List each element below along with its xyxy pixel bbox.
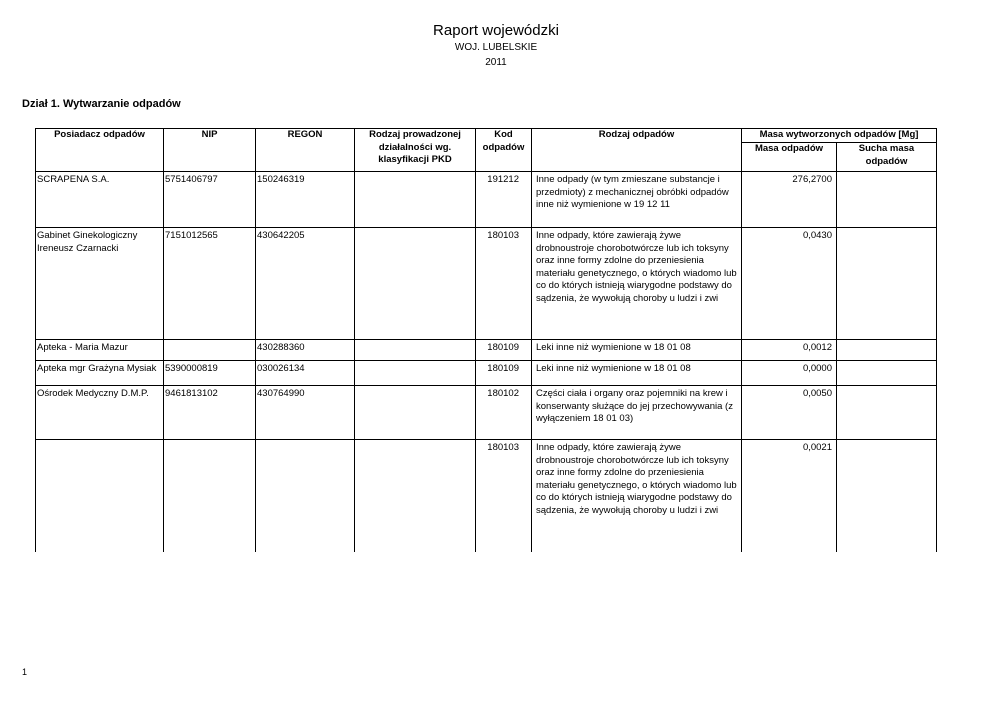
cell-rodzaj: Inne odpady, które zawierają żywe drobnoustroje chorobotwórcze lub ich toksyny oraz inne formy zdolne do przeniesienia materiału genetycznego, o których wiadomo lub co do których istnieją wiarygodne podstawy do sądzenia, że wywołują choroby u ludzi i zwi [532, 440, 742, 552]
col-header-masa-group: Masa wytworzonych odpadów [Mg] [742, 129, 937, 143]
cell-kod: 180103 [476, 440, 532, 552]
cell-sucha [837, 440, 937, 552]
cell-nip: 9461813102 [164, 386, 256, 440]
col-header-pkd: Rodzaj prowadzonej działalności wg. klasyfikacji PKD [355, 129, 476, 172]
col-header-regon: REGON [256, 129, 355, 172]
cell-posiadacz: SCRAPENA S.A. [36, 172, 164, 228]
col-header-posiadacz: Posiadacz odpadów [36, 129, 164, 172]
cell-sucha [837, 228, 937, 340]
cell-posiadacz [36, 440, 164, 552]
page-number: 1 [22, 667, 28, 677]
col-header-sucha: Sucha masa odpadów [837, 143, 937, 172]
cell-regon: 430288360 [256, 340, 355, 361]
cell-masa: 0,0021 [742, 440, 837, 552]
cell-pkd [355, 172, 476, 228]
cell-kod: 180109 [476, 340, 532, 361]
section-title: Dział 1. Wytwarzanie odpadów [22, 98, 181, 110]
cell-nip [164, 340, 256, 361]
col-header-masa: Masa odpadów [742, 143, 837, 172]
cell-pkd [355, 340, 476, 361]
cell-kod: 180102 [476, 386, 532, 440]
cell-posiadacz: Apteka - Maria Mazur [36, 340, 164, 361]
cell-regon: 030026134 [256, 361, 355, 386]
table-row [36, 386, 937, 440]
cell-regon: 430764990 [256, 386, 355, 440]
cell-masa: 276,2700 [742, 172, 837, 228]
report-title: Raport wojewódzki [433, 22, 559, 39]
cell-pkd [355, 228, 476, 340]
cell-rodzaj: Leki inne niż wymienione w 18 01 08 [532, 340, 742, 361]
col-header-kod: Kod odpadów [476, 129, 532, 172]
table-row [36, 340, 937, 361]
waste-table [35, 128, 937, 552]
cell-masa: 0,0050 [742, 386, 837, 440]
col-header-nip: NIP [164, 129, 256, 172]
cell-posiadacz: Apteka mgr Grażyna Mysiak [36, 361, 164, 386]
cell-nip: 5390000819 [164, 361, 256, 386]
cell-rodzaj: Części ciała i organy oraz pojemniki na krew i konserwanty służące do jej przechowywania (z wyłączeniem 18 01 03) [532, 386, 742, 440]
cell-nip [164, 440, 256, 552]
cell-pkd [355, 386, 476, 440]
cell-nip: 5751406797 [164, 172, 256, 228]
cell-pkd [355, 361, 476, 386]
cell-kod: 191212 [476, 172, 532, 228]
report-year: 2011 [485, 57, 507, 68]
cell-rodzaj: Leki inne niż wymienione w 18 01 08 [532, 361, 742, 386]
cell-rodzaj: Inne odpady (w tym zmieszane substancje i przedmioty) z mechanicznej obróbki odpadów inne niż wymienione w 19 12 11 [532, 172, 742, 228]
cell-sucha [837, 340, 937, 361]
cell-nip: 7151012565 [164, 228, 256, 340]
cell-pkd [355, 440, 476, 552]
cell-regon: 150246319 [256, 172, 355, 228]
cell-posiadacz: Gabinet Ginekologiczny Ireneusz Czarnacki [36, 228, 164, 340]
col-header-rodzaj: Rodzaj odpadów [532, 129, 742, 172]
cell-rodzaj: Inne odpady, które zawierają żywe drobnoustroje chorobotwórcze lub ich toksyny oraz inne formy zdolne do przeniesienia materiału genetycznego, o których wiadomo lub co do których istnieją wiarygodne podstawy do sądzenia, że wywołują choroby u ludzi i zwi [532, 228, 742, 340]
table-row [36, 172, 937, 228]
cell-masa: 0,0430 [742, 228, 837, 340]
cell-kod: 180109 [476, 361, 532, 386]
cell-kod: 180103 [476, 228, 532, 340]
table-row [36, 361, 937, 386]
cell-masa: 0,0000 [742, 361, 837, 386]
cell-masa: 0,0012 [742, 340, 837, 361]
cell-sucha [837, 172, 937, 228]
table-row [36, 440, 937, 552]
table-body [36, 172, 937, 552]
cell-posiadacz: Ośrodek Medyczny D.M.P. [36, 386, 164, 440]
cell-sucha [837, 361, 937, 386]
cell-regon [256, 440, 355, 552]
table-row [36, 228, 937, 340]
cell-sucha [837, 386, 937, 440]
report-region: WOJ. LUBELSKIE [454, 42, 538, 53]
cell-regon: 430642205 [256, 228, 355, 340]
